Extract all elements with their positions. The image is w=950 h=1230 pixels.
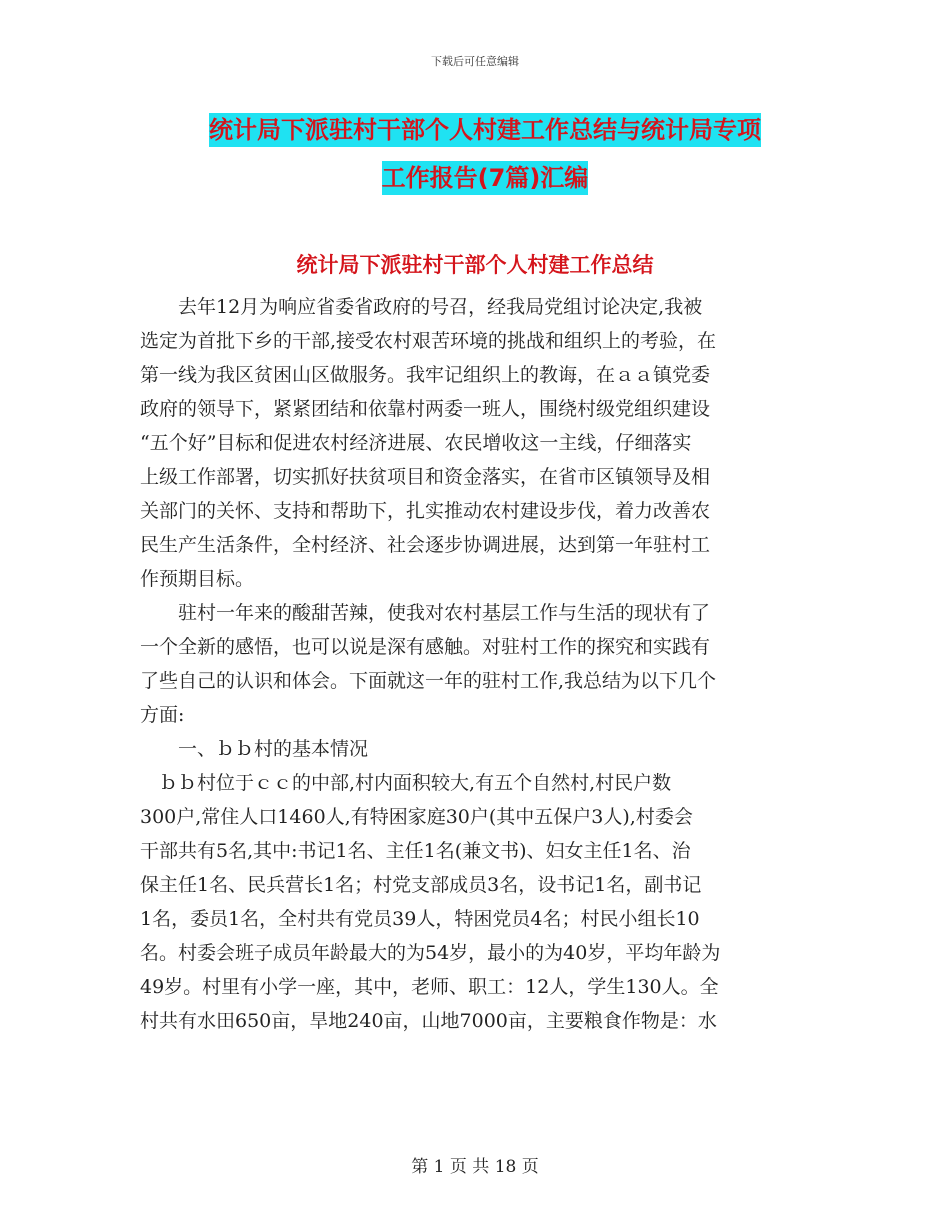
body-line: 选定为首批下乡的干部,接受农村艰苦环境的挑战和组织上的考验，在: [140, 330, 717, 352]
header-note: 下载后可任意编辑: [431, 55, 519, 68]
body-line: 名。村委会班子成员年龄最大的为54岁，最小的为40岁，平均年龄为: [140, 942, 721, 964]
document-title-line-1: 统计局下派驻村干部个人村建工作总结与统计局专项: [209, 113, 761, 147]
document-title-line-2: 工作报告(7篇)汇编: [382, 161, 589, 195]
body-line: 一个全新的感悟，也可以说是深有感触。对驻村工作的探究和实践有: [140, 636, 711, 658]
body-line: 政府的领导下，紧紧团结和依靠村两委一班人，围绕村级党组织建设: [140, 398, 711, 420]
body-line: 方面:: [140, 704, 185, 726]
body-line: 1名，委员1名，全村共有党员39人，特困党员4名；村民小组长10: [140, 908, 700, 930]
body-line: 干部共有5名,其中:书记1名、主任1名(兼文书)、妇女主任1名、治: [140, 840, 691, 862]
body-line: 驻村一年来的酸甜苦辣，使我对农村基层工作与生活的现状有了: [140, 602, 711, 624]
body-line: 了些自己的认识和体会。下面就这一年的驻村工作,我总结为以下几个: [140, 670, 717, 692]
body-line: 去年12月为响应省委省政府的号召，经我局党组讨论决定,我被: [140, 296, 703, 318]
body-line: 村共有水田650亩，旱地240亩，山地7000亩，主要粮食作物是：水: [140, 1010, 717, 1032]
body-line: 上级工作部署，切实抓好扶贫项目和资金落实，在省市区镇领导及相: [140, 466, 711, 488]
page-footer: 第 1 页 共 18 页: [411, 1157, 539, 1177]
document-title: [140, 106, 830, 202]
body-line: ｂｂ村位于ｃｃ的中部,村内面积较大,有五个自然村,村民户数: [140, 772, 672, 794]
body-line: 300户,常住人口1460人,有特困家庭30户(其中五保户3人),村委会: [140, 806, 693, 828]
body-line: 作预期目标。: [140, 568, 255, 590]
body-text: [140, 290, 808, 1038]
body-line: 民生产生活条件，全村经济、社会逐步协调进展，达到第一年驻村工: [140, 534, 711, 556]
body-line: 第一线为我区贫困山区做服务。我牢记组织上的教诲，在ａａ镇党委: [140, 364, 711, 386]
body-line: 49岁。村里有小学一座，其中，老师、职工：12人，学生130人。全: [140, 976, 719, 998]
body-line: 一、ｂｂ村的基本情况: [140, 738, 369, 760]
section-title: 统计局下派驻村干部个人村建工作总结: [296, 253, 654, 277]
body-line: “五个好”目标和促进农村经济进展、农民增收这一主线，仔细落实: [140, 432, 692, 454]
body-line: 保主任1名、民兵营长1名；村党支部成员3名，设书记1名，副书记: [140, 874, 702, 896]
body-line: 关部门的关怀、支持和帮助下，扎实推动农村建设步伐，着力改善农: [140, 500, 711, 522]
